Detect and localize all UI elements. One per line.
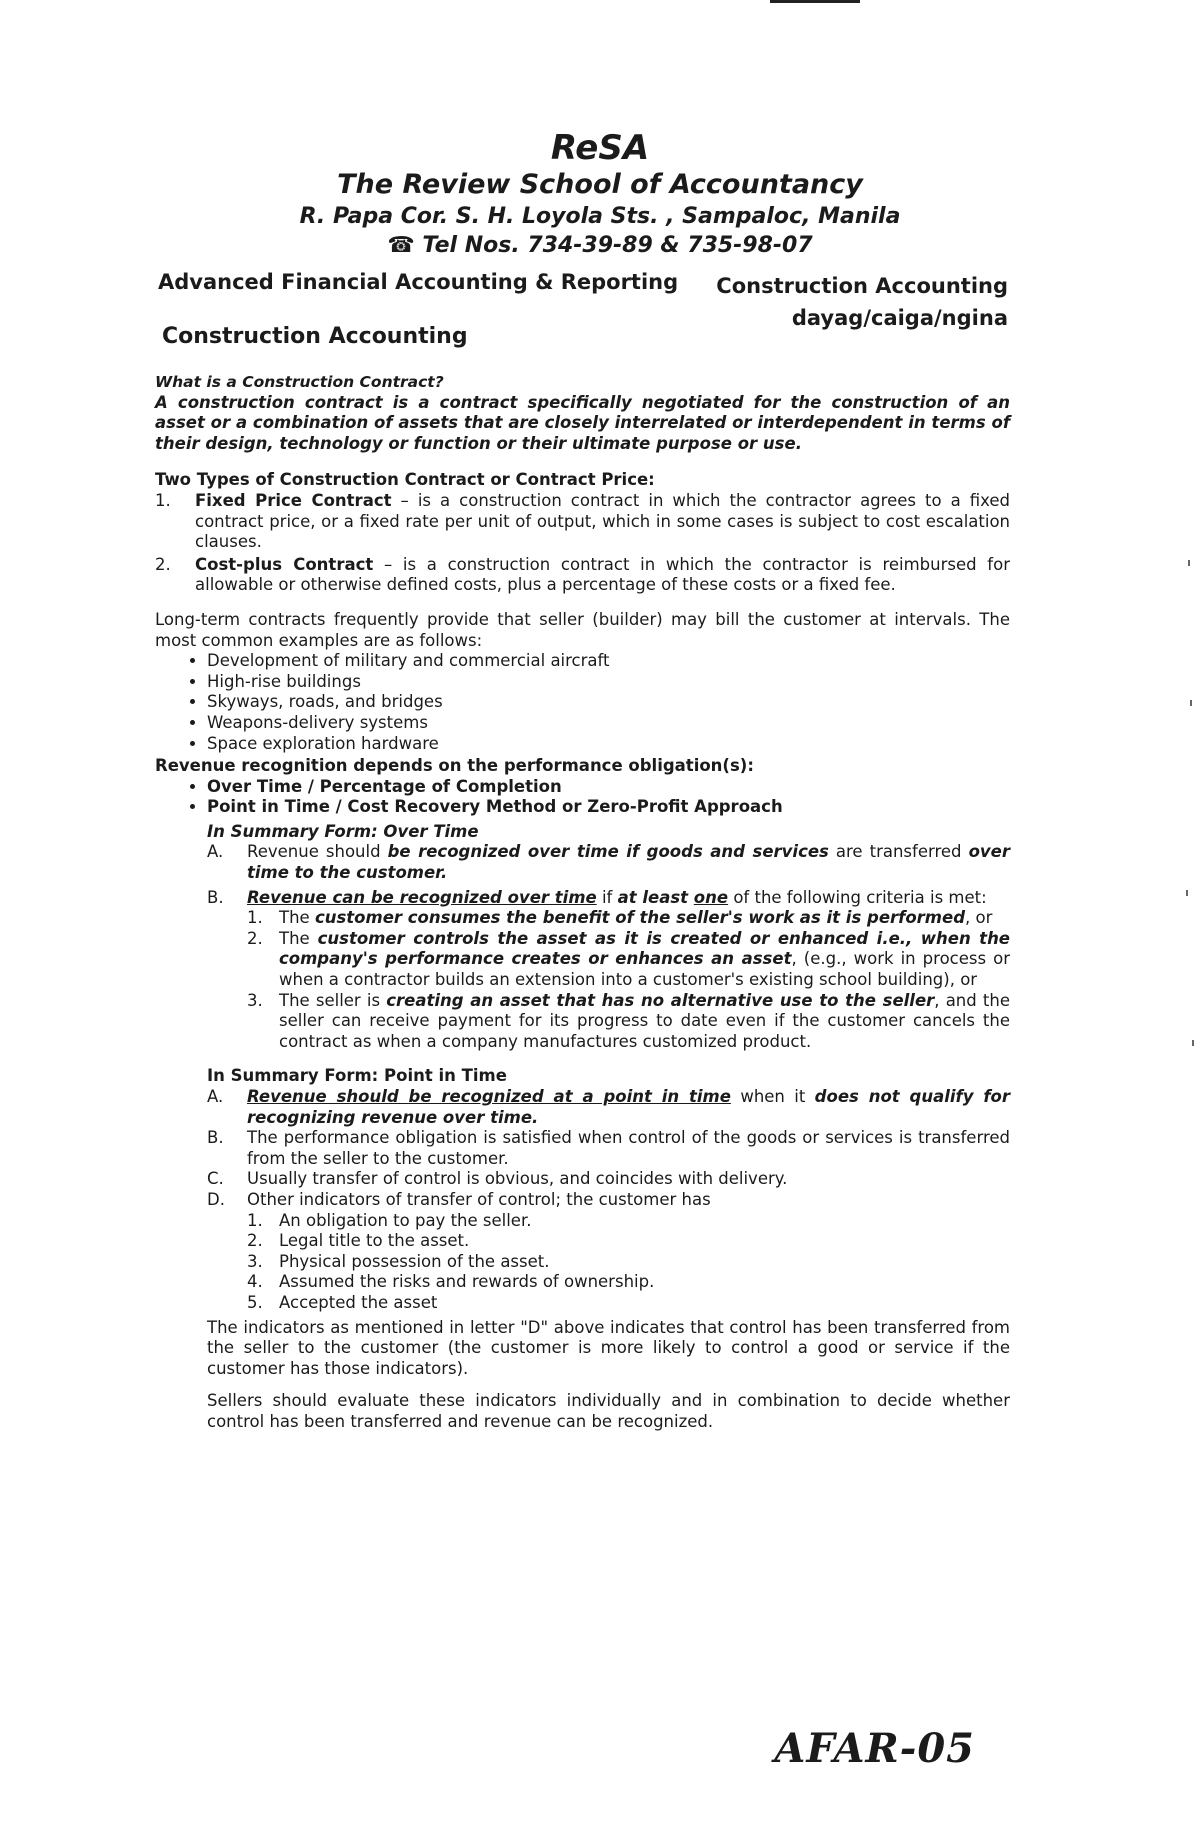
list-item: 2. Legal title to the asset. [247, 1231, 470, 1251]
list-item: • High-rise buildings [207, 672, 1010, 693]
subject-title: Advanced Financial Accounting & Reporting [158, 270, 679, 294]
over-time-heading: In Summary Form: Over Time [207, 821, 479, 841]
school-name: The Review School of Accountancy [337, 169, 863, 200]
topic-block [716, 270, 1008, 334]
list-item: • Over Time / Percentage of Completion [207, 777, 1010, 798]
type-desc: – is a construction contract in which the contractor is reimbursed for allowable or otherwise defined costs, plus a percentage of these costs or a fixed fee. [195, 554, 1010, 595]
telephone-numbers: Tel Nos. 734-39-89 & 735-98-07 [422, 233, 813, 258]
list-item: 1. An obligation to pay the seller. [247, 1210, 532, 1230]
list-item: 4. Assumed the risks and rewards of ownership. [247, 1272, 655, 1292]
scan-speck [1186, 890, 1188, 896]
revenue-methods [155, 777, 1010, 818]
page-code: AFAR-05 [774, 1725, 975, 1772]
text-run: at least [617, 887, 694, 907]
list-item: C. Usually transfer of control is obvious, and coincides with delivery. [207, 1169, 788, 1189]
list-item [155, 555, 1010, 596]
list-item: • Space exploration hardware [207, 734, 1010, 755]
item-number: 1. [155, 490, 171, 510]
list-item: 3. Physical possession of the asset. [247, 1251, 550, 1271]
text-run: one [693, 887, 729, 907]
school-address: R. Papa Cor. S. H. Loyola Sts. , Sampaloc, Manila [299, 204, 901, 229]
text-run: over time to the customer. [247, 842, 1010, 883]
item-letter: A. [207, 1087, 224, 1106]
telephone-icon: ☎ [387, 233, 415, 258]
item-number: 2. [247, 928, 263, 948]
list-item: 2. The customer controls the asset as it is created or enhanced i.e., when the company's performance creates or enhances an asset, (e.g., work in process or when a contractor builds an extension into a customer's existing school building), or [247, 928, 1011, 990]
contract-types [155, 491, 1010, 596]
definition: A construction contract is a contract specifically negotiated for the construction of an asset or a combination of assets that are closely interrelated or interdependent in terms of their design, technology or function or their ultimate purpose or use. [155, 392, 1010, 453]
text-run: Revenue should [247, 842, 388, 862]
list-item: B. The performance obligation is satisfied when control of the goods or services is transferred from the seller to the customer. [207, 1128, 1010, 1168]
list-item [207, 888, 1010, 909]
section-title: Construction Accounting [162, 324, 468, 349]
question-heading: What is a Construction Contract? [155, 373, 444, 391]
scan-speck [1190, 700, 1192, 706]
list-item: • Point in Time / Cost Recovery Method or Zero-Profit Approach [207, 797, 1010, 818]
item-letter: B. [207, 887, 224, 907]
item-number: 1. [247, 908, 263, 928]
longterm-intro: Long-term contracts frequently provide that seller (builder) may bill the customer at intervals. The most common examples are as follows: [155, 609, 1010, 650]
closing-paragraph-1: The indicators as mentioned in letter "D" above indicates that control has been transferred from the seller to the customer (the customer is more likely to control a good or service if the customer has those indicators). [207, 1317, 1010, 1378]
text-run: if [596, 887, 618, 907]
text-run: Revenue can be recognized over time [247, 887, 597, 907]
point-in-time-heading: In Summary Form: Point in Time [207, 1066, 507, 1086]
list-item: • Weapons-delivery systems [207, 713, 1010, 734]
item-letter: D. [207, 1189, 225, 1209]
type-name: Cost-plus Contract [195, 554, 374, 574]
text-run: be recognized over time if goods and services [387, 842, 829, 862]
item-letter: A. [207, 842, 224, 862]
revenue-heading: Revenue recognition depends on the performance obligation(s): [155, 756, 754, 776]
item-number: 3. [247, 990, 263, 1010]
list-item: • Skyways, roads, and bridges [207, 692, 1010, 713]
list-item [155, 491, 1010, 553]
indicators-list [207, 1211, 1010, 1314]
list-item: 5. Accepted the asset [247, 1292, 438, 1312]
types-heading: Two Types of Construction Contract or Contract Price: [155, 470, 655, 490]
scan-speck [1188, 560, 1190, 566]
item-letter: B. [207, 1128, 224, 1148]
item-letter: C. [207, 1169, 224, 1189]
topic-label: Construction Accounting [716, 274, 1008, 298]
scan-speck [1192, 1040, 1194, 1046]
text-run: of the following criteria is met: [728, 887, 987, 907]
type-desc: – is a construction contract in which the contractor agrees to a fixed contract price, or a fixed rate per unit of output, which in some cases is subject to cost escalation clauses. [195, 490, 1010, 552]
authors: dayag/caiga/ngina [791, 306, 1008, 330]
type-name: Fixed Price Contract [195, 490, 392, 510]
text-run: are transferred [828, 842, 969, 862]
org-name: ReSA [550, 128, 650, 168]
letterhead [0, 128, 1200, 260]
list-item [207, 842, 1010, 883]
criteria-list [207, 908, 1010, 1052]
examples-list [155, 651, 1010, 754]
scan-mark [770, 0, 860, 3]
document-body [155, 372, 1010, 1433]
list-item: 1. The customer consumes the benefit of the seller's work as it is performed, or [247, 908, 993, 928]
closing-paragraph-2: Sellers should evaluate these indicators individually and in combination to decide whether control has been transferred and revenue can be recognized. [207, 1391, 1010, 1431]
list-item: • Development of military and commercial aircraft [207, 651, 1010, 672]
telephone-line [0, 231, 1200, 260]
list-item: D. Other indicators of transfer of control; the customer has [207, 1189, 711, 1209]
list-item: A. Revenue should be recognized at a point in time when it does not qualify for recognizing revenue over time. [207, 1087, 1010, 1127]
list-item: 3. The seller is creating an asset that has no alternative use to the seller, and the seller can receive payment for its progress to date even if the customer cancels the contract as when a company manufactures customized product. [247, 990, 1010, 1051]
item-number: 2. [155, 554, 171, 574]
